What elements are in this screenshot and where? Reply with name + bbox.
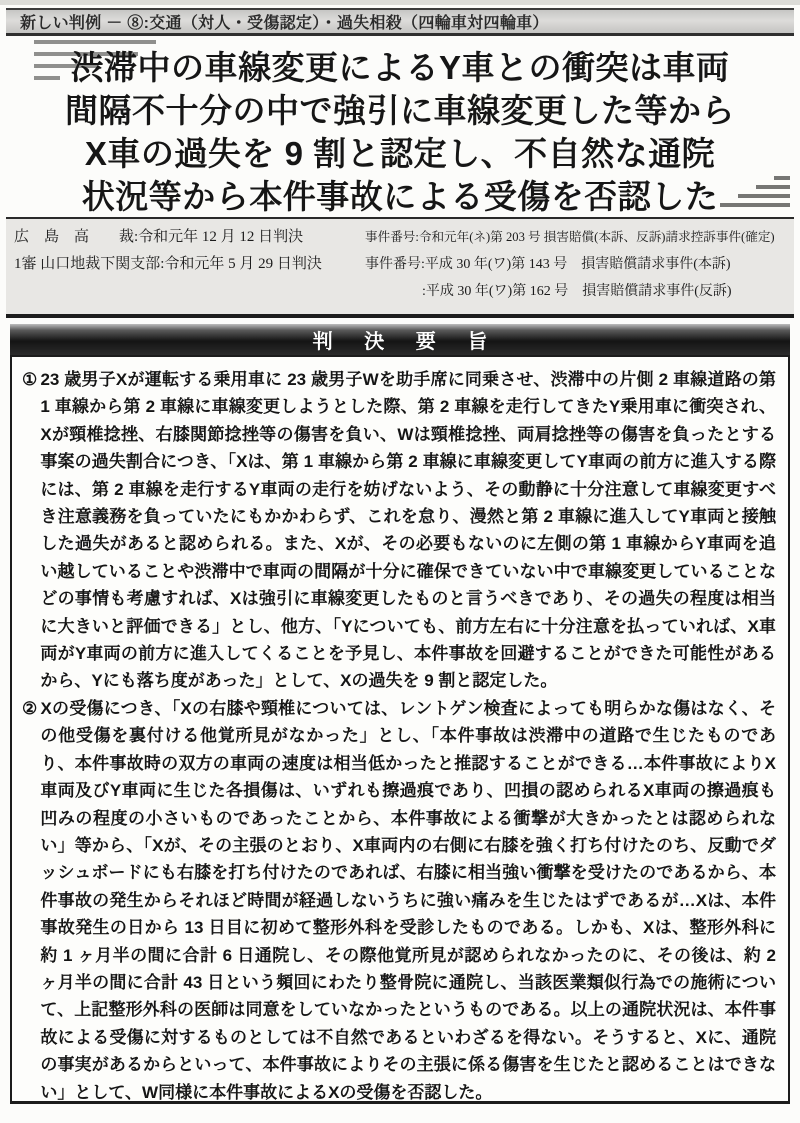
headline-line-4: 状況等から本件事故による受傷を否認した bbox=[81, 178, 719, 215]
category-header-label: 新しい判例 － ⑧:交通（対人・受傷認定）・過失相殺（四輪車対四輪車） bbox=[20, 15, 549, 32]
case-number-counter-claim: :平成 30 年(ワ)第 162 号 損害賠償請求事件(反訴) bbox=[422, 284, 732, 299]
judgment-summary-body bbox=[10, 355, 790, 1104]
case-numbers-column bbox=[365, 224, 788, 305]
category-header-bar bbox=[6, 8, 794, 36]
headline-line-1: 渋滞中の車線変更によるY車との衝突は車両 bbox=[70, 49, 730, 86]
court-info-box bbox=[6, 217, 794, 318]
case-number-main-claim: 事件番号:平成 30 年(ワ)第 143 号 損害賠償請求事件(本訴) bbox=[365, 257, 731, 272]
court-row-first-instance: 1審 山口地裁下関支部:令和元年 5 月 29 日判決 bbox=[14, 256, 322, 272]
court-row-appeal: 広 島 高 裁:令和元年 12 月 12 日判決 bbox=[14, 229, 304, 245]
judgment-summary-heading: 判 決 要 旨 bbox=[312, 331, 501, 353]
headline-line-3: X車の過失を 9 割と認定し、不自然な通院 bbox=[84, 135, 716, 172]
summary-paragraph-2 bbox=[22, 695, 776, 1106]
scan-artifact-strip bbox=[0, 0, 800, 5]
court-names-column bbox=[14, 224, 359, 305]
case-number-appeal: 事件番号:令和元年(ネ)第 203 号 損害賠償(本訴、反訴)請求控訴事件(確定) bbox=[365, 230, 775, 244]
summary-paragraph-1 bbox=[22, 366, 776, 695]
paragraph-2-text: Xの受傷につき、「Xの右膝や頸椎については、レントゲン検査によっても明らかな傷はなく、その他受傷を裏付ける他覚所見がなかった」とし、「本件事故は渋滞中の道路で生じたものであり、本件事故時の双方の車両の速度は相当低かったと推認することができる…本件事故によりX車両及びY車両に生じた各損傷は、いずれも擦過痕であり、凹損の認められるX車両の擦過痕も凹みの程度の小さいものであったことから、本件事故による衝撃が大きかったとは認められない」等から、「Xが、その主張のとおり、X車両内の右側に右膝を強く打ち付けたのち、反動でダッシュボードにも右膝を打ち付けたのであれば、右膝に相当強い衝撃を受けたのであるから、本件事故の発生からそれほど時間が経過しないうちに強い痛みを生じたはずであるが…Xは、本件事故発生の日から 13 日目に初めて整形外科を受診したものである。しかも、Xは、整形外科に約 1 ヶ月半の間に合計 6 日通院し、その際他覚所見が認められなかったのに、その後は、約 2 ヶ月半の間に合計 43 日という頻回にわたり整骨院に通院し、当該医業類似行為での施術について、上記整形外科の医師は同意をしていなかったというものである。以上の通院状況は、本件事故による受傷に対するものとしては不自然であるといわざるを得ない。そうすると、Xに、通院の事実があるからといって、本件事故によりその主張に係る傷害を生じたと認めることはできない」として、W同様に本件事故によるXの受傷を否認した。 bbox=[40, 698, 776, 1102]
paragraph-1-text: 23 歳男子Xが運転する乗用車に 23 歳男子Wを助手席に同乗させ、渋滞中の片側 2 車線道路の第 1 車線から第 2 車線に車線変更しようとした際、第 2 車線を走行してきたY乗用車に衝突され、Xが頸椎捻挫、右膝関節捻挫等の傷害を負い、Wは頸椎捻挫、両肩捻挫等の傷害を負ったとする事案の過失割合につき、「Xは、第 1 車線から第 2 車線に車線変更してY車両の前方に進入する際には、第 2 車線を走行するY車両の走行を妨げないよう、その動静に十分注意して車線変更すべき注意義務を負っていたにもかかわらず、これを怠り、漫然と第 2 車線に進入してY車両と接触した過失があると認められる。また、Xが、その必要もないのに左側の第 1 車線からY車両を追い越していることや渋滞中で車両の間隔が十分に確保できていない中で車線変更していることなどの事情も考慮すれば、Xは強引に車線変更したものと言うべきであり、その過失の程度は相当に大きいと評価できる」とし、他方、「Yについても、前方左右に十分注意を払っていれば、X車両がY車両の前方に進入してくることを予見し、本件事故を回避することができた可能性があるから、Yにも落ち度があった」として、Xの過失を 9 割と認定した。 bbox=[40, 370, 776, 691]
headline-title bbox=[0, 46, 800, 218]
paragraph-2-marker: ② bbox=[22, 698, 38, 718]
speed-lines-right-decoration bbox=[718, 176, 790, 212]
judgment-summary-header-bar bbox=[10, 324, 790, 355]
paragraph-1-marker: ① bbox=[22, 370, 38, 389]
headline-line-2: 間隔不十分の中で強引に車線変更した等から bbox=[65, 92, 735, 129]
